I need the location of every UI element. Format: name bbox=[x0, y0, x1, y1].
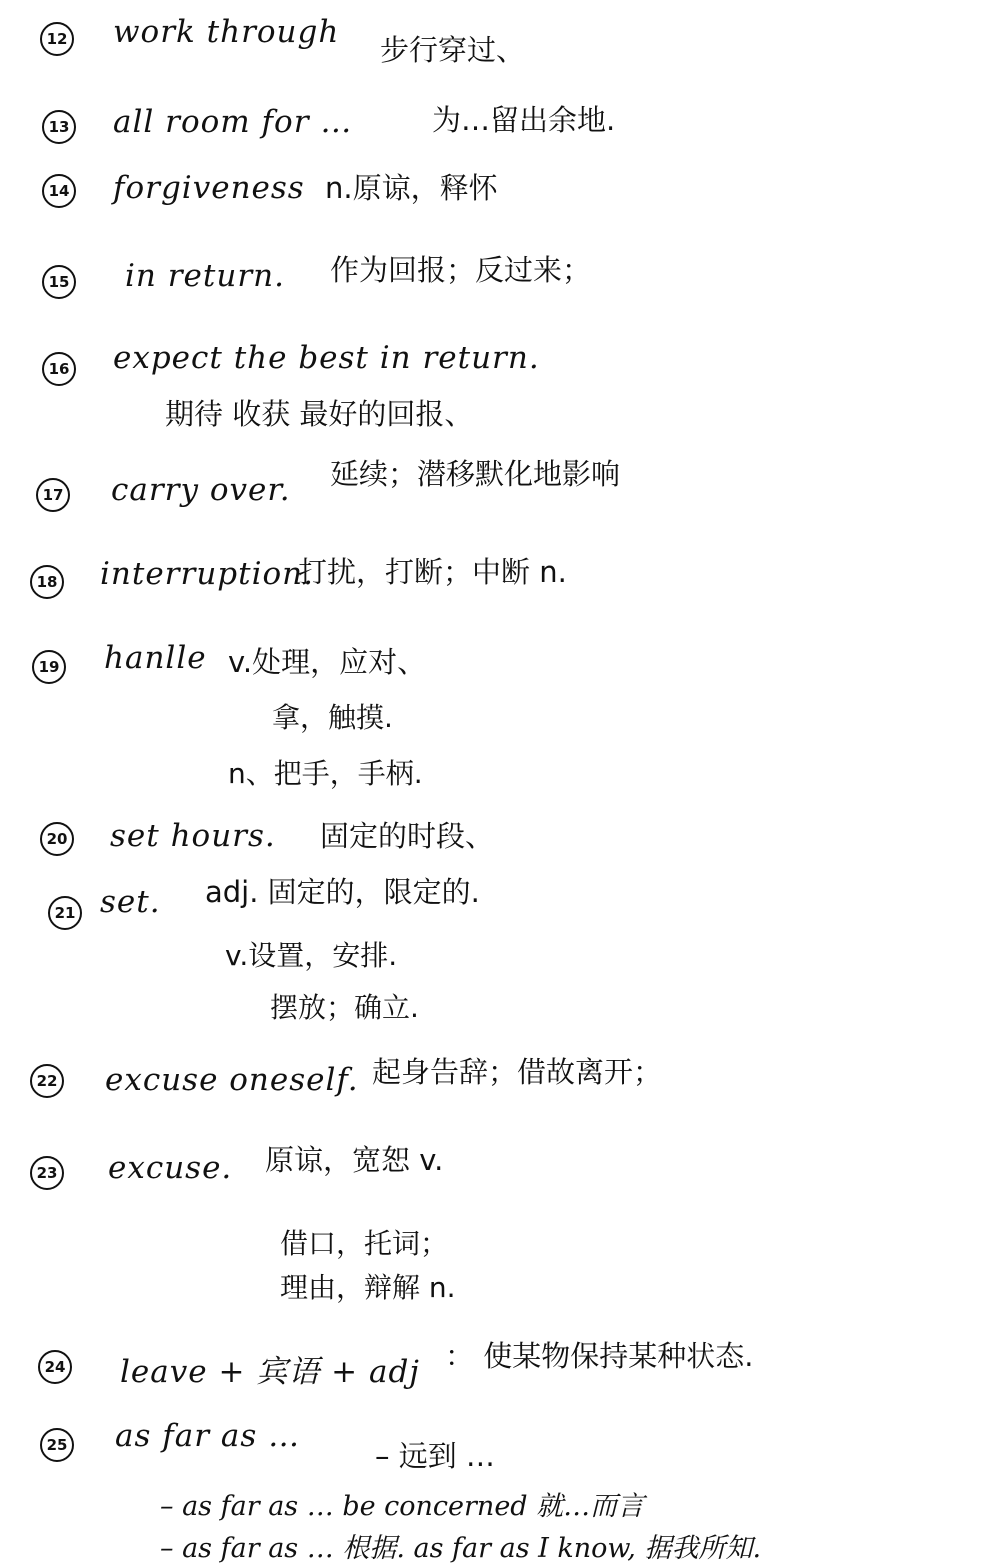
entry-chinese: 延续；潜移默化地影响 bbox=[330, 457, 621, 491]
entry-chinese: ： 使某物保持某种状态. bbox=[445, 1339, 754, 1373]
entry-english: as far as … bbox=[115, 1418, 301, 1454]
entry-chinese: 起身告辞；借故离开； bbox=[372, 1055, 663, 1089]
entry-number: 22 bbox=[30, 1064, 64, 1098]
entry-sub-line: 理由，辩解 n. bbox=[280, 1271, 456, 1304]
entry-chinese: adj. 固定的，限定的. bbox=[205, 875, 480, 909]
entry-number: 16 bbox=[42, 352, 76, 386]
entry-english: work through bbox=[113, 14, 340, 50]
entry-english: carry over. bbox=[111, 472, 291, 508]
entry-number: 18 bbox=[30, 565, 64, 599]
entry-english: all room for … bbox=[113, 104, 353, 140]
entry-number: 20 bbox=[40, 822, 74, 856]
entry-chinese: 为…留出余地. bbox=[432, 103, 616, 137]
entry-number: 14 bbox=[42, 174, 76, 208]
entry-chinese: 固定的时段、 bbox=[320, 819, 495, 853]
entry-sub-line: 拿，触摸. bbox=[272, 701, 393, 734]
entry-sub-line: 借口，托词； bbox=[280, 1227, 449, 1260]
entry-chinese: 原谅，宽恕 v. bbox=[265, 1143, 444, 1177]
entry-english: in return. bbox=[125, 258, 285, 294]
entry-english: set. bbox=[100, 884, 161, 920]
entry-english: forgiveness bbox=[113, 170, 305, 206]
entry-number: 13 bbox=[42, 110, 76, 144]
entry-chinese: v.处理，应对、 bbox=[228, 645, 427, 679]
entry-number: 12 bbox=[40, 22, 74, 56]
entry-chinese: 步行穿过、 bbox=[380, 33, 526, 67]
entry-number: 23 bbox=[30, 1156, 64, 1190]
entry-sub-line: n、把手，手柄. bbox=[228, 757, 423, 790]
entry-chinese: 打扰，打断；中断 n. bbox=[298, 555, 567, 589]
entry-chinese: 作为回报；反过来； bbox=[330, 253, 592, 287]
entry-english: excuse. bbox=[108, 1150, 233, 1186]
entry-sub-line: – as far as … 根据. as far as I know, 据我所知. bbox=[160, 1533, 762, 1564]
entry-english: interruption. bbox=[100, 556, 314, 592]
entry-chinese: n.原谅，释怀 bbox=[325, 171, 498, 205]
entry-english: hanlle bbox=[104, 640, 207, 676]
entry-sub-line: 摆放；确立. bbox=[270, 991, 419, 1024]
entry-number: 17 bbox=[36, 478, 70, 512]
entry-chinese: 期待 收获 最好的回报、 bbox=[165, 397, 474, 431]
entry-english: expect the best in return. bbox=[113, 340, 540, 376]
entry-number: 19 bbox=[32, 650, 66, 684]
entry-number: 15 bbox=[42, 265, 76, 299]
entry-chinese: – 远到 … bbox=[375, 1439, 495, 1473]
entry-number: 21 bbox=[48, 896, 82, 930]
entry-number: 25 bbox=[40, 1428, 74, 1462]
entry-number: 24 bbox=[38, 1350, 72, 1384]
entry-english: excuse oneself. bbox=[105, 1062, 359, 1098]
entry-english: set hours. bbox=[110, 818, 276, 854]
entry-sub-line: v.设置，安排. bbox=[225, 939, 398, 972]
entry-english: leave + 宾语 + adj bbox=[120, 1354, 420, 1390]
entry-sub-line: – as far as … be concerned 就…而言 bbox=[160, 1491, 645, 1522]
